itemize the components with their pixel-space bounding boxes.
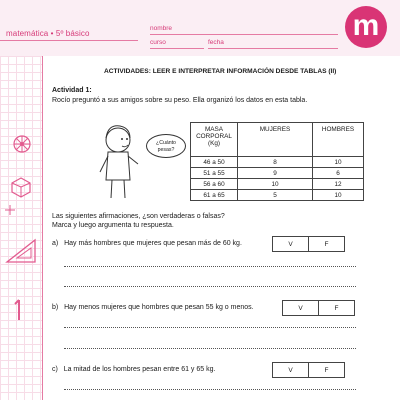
- name-label: nombre: [150, 25, 173, 32]
- bubble-line-1: ¿Cuánto: [156, 140, 176, 146]
- answer-line[interactable]: [64, 389, 356, 390]
- question-letter: c): [52, 366, 58, 373]
- course-label: curso: [150, 39, 166, 46]
- plus-icon: [5, 205, 15, 215]
- table-cell: 61 a 65: [191, 190, 238, 201]
- dice-icon: [10, 176, 32, 198]
- true-box-a[interactable]: V: [272, 236, 309, 252]
- table-cell: 8: [238, 157, 313, 168]
- date-field[interactable]: [208, 48, 338, 49]
- table-cell: 10: [313, 157, 364, 168]
- header-men: HOMBRES: [313, 123, 364, 157]
- table-cell: 12: [313, 179, 364, 190]
- answer-line[interactable]: [64, 286, 356, 287]
- question-a: [52, 240, 242, 247]
- date-label: fecha: [208, 39, 224, 46]
- subject-label: matemática • 5º básico: [6, 29, 90, 38]
- answer-line[interactable]: [64, 327, 356, 328]
- page-title: ACTIVIDADES: LEER E INTERPRETAR INFORMACIÓN DESDE TABLAS (II): [104, 68, 337, 75]
- false-box-b[interactable]: F: [318, 300, 355, 316]
- table-row: [191, 179, 364, 190]
- table-cell: 56 a 60: [191, 179, 238, 190]
- activity-label: Actividad 1:: [52, 87, 92, 94]
- question-letter: b): [52, 304, 59, 311]
- header-mass: MASA CORPORAL (Kg): [191, 123, 238, 157]
- question-text: Hay menos mujeres que hombres que pesan 55 kg o menos.: [64, 304, 254, 311]
- margin-rule: [42, 56, 43, 400]
- flower-icon: [12, 134, 32, 154]
- subject-underline: [0, 40, 138, 41]
- question-text: Hay más hombres que mujeres que pesan más de 60 kg.: [64, 240, 242, 247]
- ruler-digit-icon: [12, 298, 26, 322]
- true-box-b[interactable]: V: [282, 300, 319, 316]
- course-field[interactable]: [150, 48, 204, 49]
- true-box-c[interactable]: V: [272, 362, 309, 378]
- table-cell: 5: [238, 190, 313, 201]
- table-cell: 6: [313, 168, 364, 179]
- question-c: [52, 366, 215, 373]
- table-cell: 9: [238, 168, 313, 179]
- instructions-line-2: Marca y luego argumenta tu respuesta.: [52, 222, 174, 229]
- name-field[interactable]: [150, 34, 338, 35]
- instructions-line-1: Las siguientes afirmaciones, ¿son verdaderas o falsas?: [52, 213, 225, 220]
- false-box-c[interactable]: F: [308, 362, 345, 378]
- activity-text: Rocío preguntó a sus amigos sobre su peso. Ella organizó los datos en esta tabla.: [52, 97, 308, 104]
- table-row: [191, 168, 364, 179]
- answer-line[interactable]: [64, 266, 356, 267]
- answer-line[interactable]: [64, 348, 356, 349]
- triangle-ruler-icon: [5, 238, 37, 264]
- table-cell: 46 a 50: [191, 157, 238, 168]
- false-box-a[interactable]: F: [308, 236, 345, 252]
- table-row: [191, 157, 364, 168]
- logo: m: [345, 6, 387, 48]
- question-text: La mitad de los hombres pesan entre 61 y 65 kg.: [63, 366, 216, 373]
- table-cell: 10: [238, 179, 313, 190]
- table-cell: 51 a 55: [191, 168, 238, 179]
- table-row: [191, 190, 364, 201]
- weight-table: [190, 122, 364, 201]
- question-letter: a): [52, 240, 59, 247]
- table-header-row: [191, 123, 364, 157]
- table-cell: 10: [313, 190, 364, 201]
- girl-illustration: [96, 120, 144, 200]
- margin-grid: [0, 56, 42, 400]
- header-women: MUJERES: [238, 123, 313, 157]
- question-b: [52, 304, 254, 311]
- bubble-line-2: pesas?: [157, 146, 175, 153]
- speech-bubble: [146, 134, 186, 158]
